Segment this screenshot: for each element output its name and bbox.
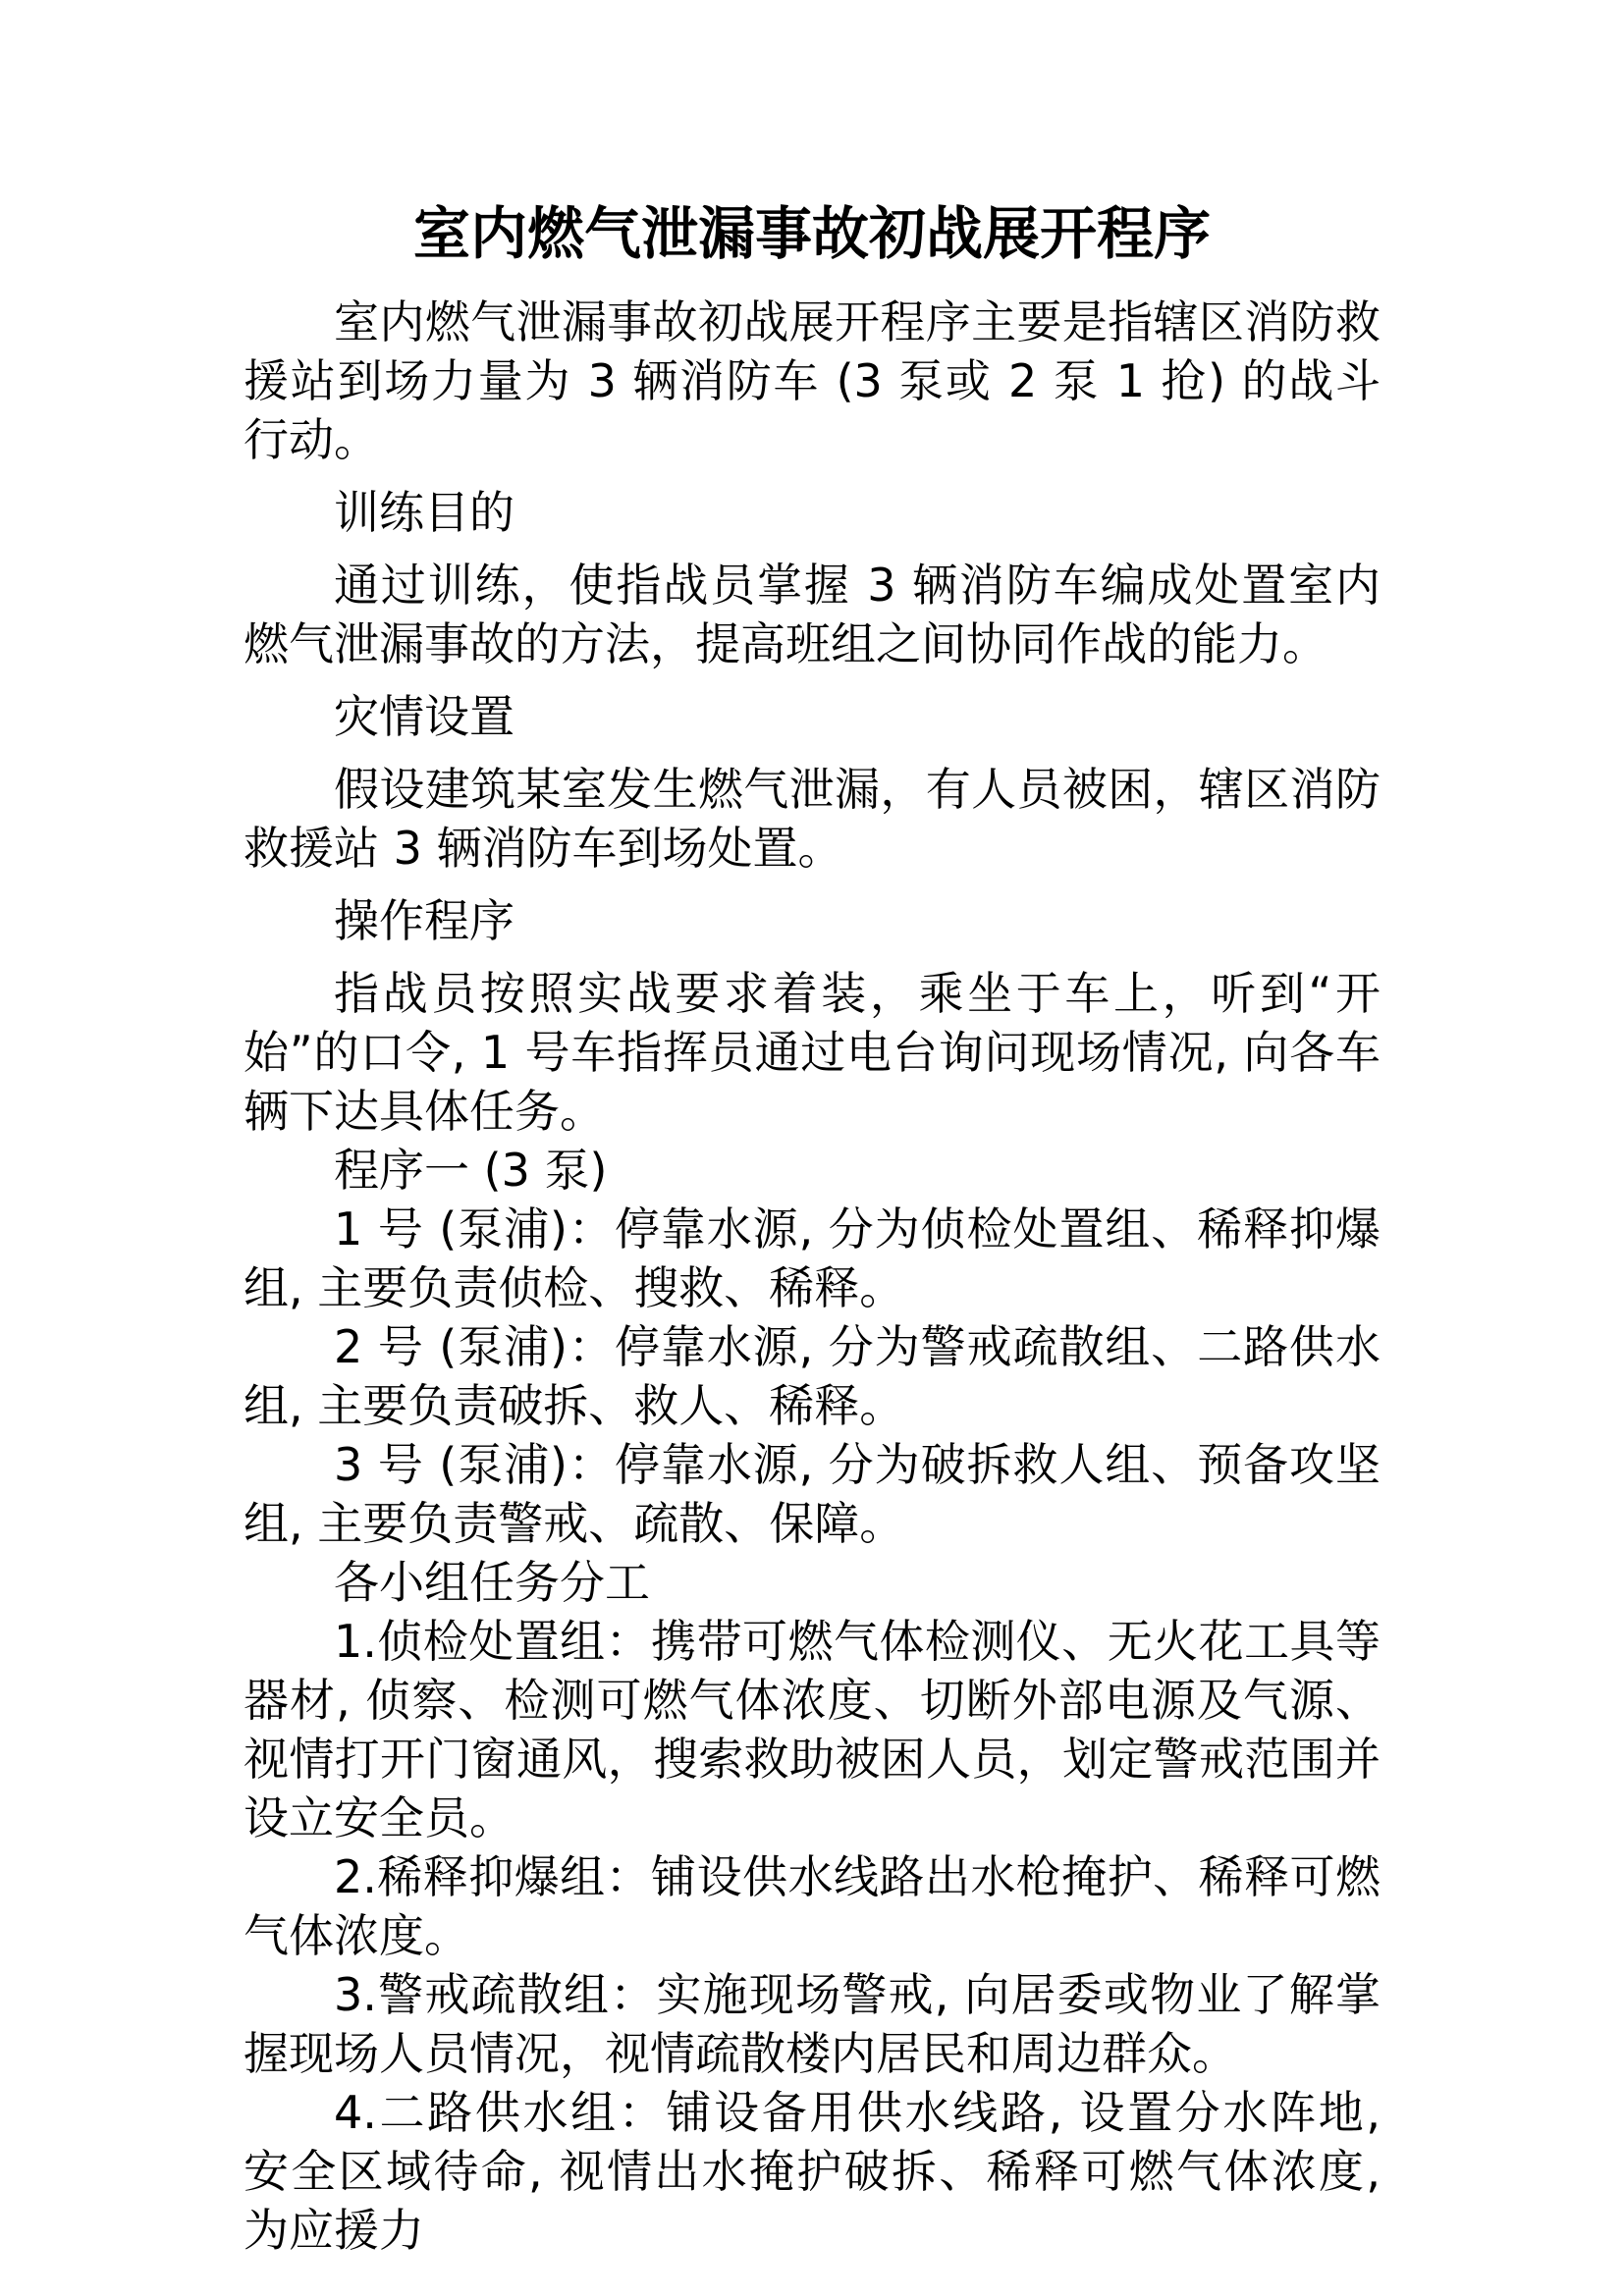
sub-heading: 各小组任务分工 <box>334 1556 650 1609</box>
paragraph: 1.侦检处置组：携带可燃气体检测仪、无火花工具等器材, 侦察、检测可燃气体浓度、切断外部电源及气源、视情打开门窗通风，搜索救助被困人员，划定警戒范围并设立安全员。 <box>244 1615 1380 1844</box>
sub-heading: 程序一 (3 泵) <box>334 1144 608 1197</box>
document-title: 室内燃气泄漏事故初战展开程序 <box>412 200 1211 267</box>
paragraph: 3 号 (泵浦)：停靠水源, 分为破拆救人组、预备攻坚组, 主要负责警戒、疏散、保障。 <box>244 1438 1380 1550</box>
paragraph: 4.二路供水组：铺设备用供水线路, 设置分水阵地, 安全区域待命, 视情出水掩护破拆、稀释可燃气体浓度, 为应援力 <box>244 2086 1380 2257</box>
paragraph: 2 号 (泵浦)：停靠水源, 分为警戒疏散组、二路供水组, 主要负责破拆、救人、稀释。 <box>244 1320 1380 1432</box>
section-heading: 灾情设置 <box>334 690 514 743</box>
paragraph: 室内燃气泄漏事故初战展开程序主要是指辖区消防救援站到场力量为 3 辆消防车 (3 泵或 2 泵 1 抢) 的战斗行动。 <box>244 295 1380 466</box>
paragraph: 指战员按照实战要求着装，乘坐于车上，听到“开始”的口令, 1 号车指挥员通过电台询问现场情况, 向各车辆下达具体任务。 <box>244 967 1380 1138</box>
section-heading: 操作程序 <box>334 894 514 947</box>
document-body <box>244 293 1380 2260</box>
paragraph: 1 号 (泵浦)：停靠水源, 分为侦检处置组、稀释抑爆组, 主要负责侦检、搜救、稀释。 <box>244 1202 1380 1314</box>
paragraph: 3.警戒疏散组：实施现场警戒, 向居委或物业了解掌握现场人员情况，视情疏散楼内居民和周边群众。 <box>244 1968 1380 2080</box>
section-heading: 训练目的 <box>334 486 514 539</box>
paragraph: 假设建筑某室发生燃气泄漏，有人员被困，辖区消防救援站 3 辆消防车到场处置。 <box>244 763 1380 875</box>
paragraph: 通过训练，使指战员掌握 3 辆消防车编成处置室内燃气泄漏事故的方法，提高班组之间协同作战的能力。 <box>244 559 1380 670</box>
paragraph: 2.稀释抑爆组：铺设供水线路出水枪掩护、稀释可燃气体浓度。 <box>244 1850 1380 1962</box>
